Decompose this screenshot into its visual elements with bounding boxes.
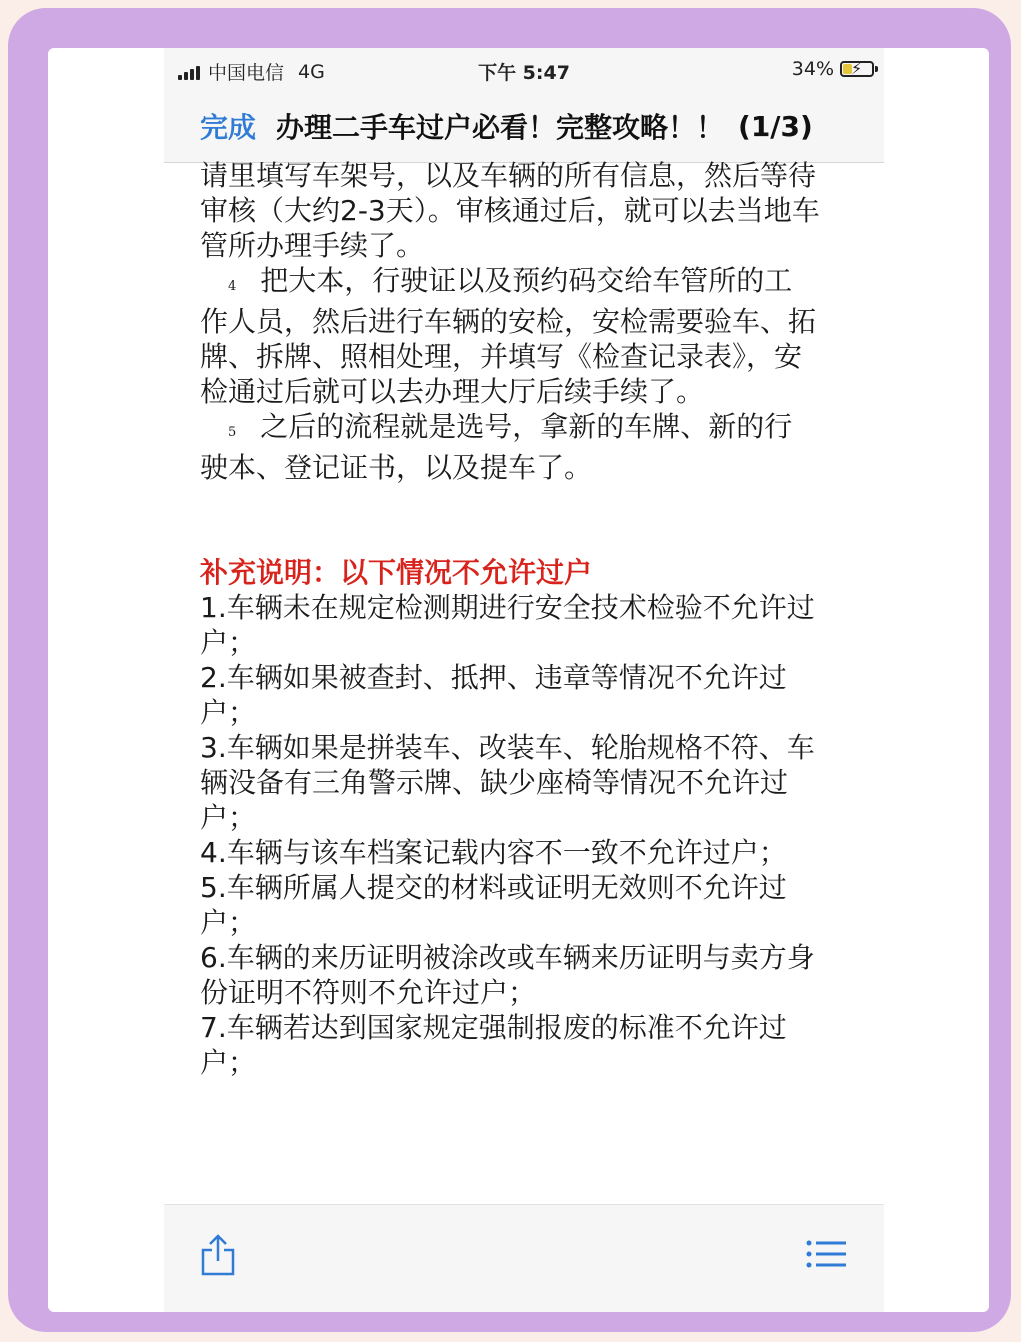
supplement-heading: 补充说明：以下情况不允许过户 (200, 556, 593, 589)
screenshot-area (48, 48, 989, 1312)
rule-item: 7.车辆若达到国家规定强制报废的标准不允许过户； (200, 1011, 787, 1079)
carrier-name: 中国电信 (208, 62, 285, 84)
document-content (200, 158, 820, 1080)
list-icon[interactable] (806, 1239, 846, 1269)
bottom-toolbar (164, 1204, 884, 1312)
status-time: 下午 5:47 (478, 62, 570, 84)
battery-icon: ⚡ (840, 61, 874, 77)
step-4 (200, 263, 820, 409)
rule-item: 5.车辆所属人提交的材料或证明无效则不允许过户； (200, 871, 787, 939)
rule-item: 4.车辆与该车档案记载内容不一致不允许过户； (200, 836, 787, 869)
page-indicator: (1/3) (738, 109, 813, 143)
share-icon[interactable] (200, 1233, 236, 1277)
battery-info (792, 58, 874, 80)
rule-item: 3.车辆如果是拼装车、改装车、轮胎规格不符、车辆没备有三角警示牌、缺少座椅等情况不允许过户； (200, 731, 815, 834)
network-type: 4G (298, 60, 325, 83)
battery-percent: 34% (791, 58, 834, 80)
decorative-frame (8, 8, 1011, 1332)
status-bar (164, 48, 884, 90)
paragraph-continued: 请里填写车架号，以及车辆的所有信息，然后等待审核（大约2-3天）。审核通过后，就可以去当地车管所办理手续了。 (200, 159, 820, 262)
document-title: 办理二手车过户必看！完整攻略！！ (276, 111, 725, 144)
step-5 (200, 409, 820, 485)
step-number: 4 (228, 279, 237, 294)
step-text: 把大本，行驶证以及预约码交给车管所的工作人员，然后进行车辆的安检，安检需要验车、拓牌、拆牌、照相处理，并填写《检查记录表》，安检通过后就可以去办理大厅后续手续了。 (200, 264, 817, 408)
rule-item: 2.车辆如果被查封、抵押、违章等情况不允许过户； (200, 661, 787, 729)
rule-item: 6.车辆的来历证明被涂改或车辆来历证明与卖方身份证明不符则不允许过户； (200, 941, 815, 1009)
phone-screen (164, 48, 884, 1312)
done-button[interactable]: 完成 (200, 111, 257, 144)
rule-item: 1.车辆未在规定检测期进行安全技术检验不允许过户； (200, 591, 815, 659)
step-text: 之后的流程就是选号，拿新的车牌、新的行驶本、登记证书，以及提车了。 (200, 410, 793, 484)
step-number: 5 (228, 425, 237, 440)
nav-bar (164, 90, 884, 163)
